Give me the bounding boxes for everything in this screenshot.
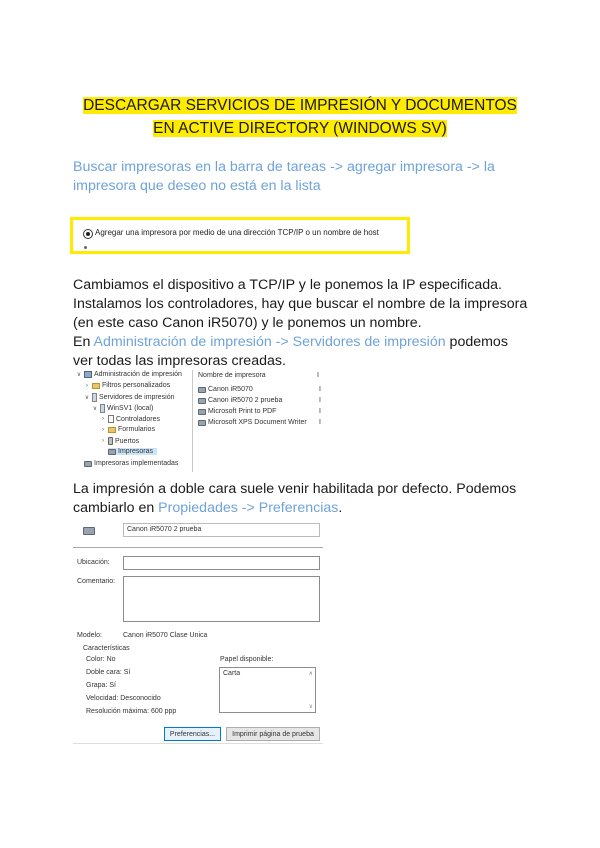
printer-icon	[108, 449, 116, 455]
paragraph-1-line-2: Instalamos los controladores, hay que buscar el nombre de la impresora	[73, 296, 528, 312]
server-icon	[92, 393, 97, 402]
feature-staple: Grapa: Sí	[86, 682, 116, 689]
printer-row-label: Microsoft Print to PDF	[208, 408, 277, 415]
printer-row[interactable]	[198, 386, 253, 393]
printer-row[interactable]	[198, 408, 276, 415]
forms-label: Formularios	[118, 426, 155, 433]
line-2-suffix: .	[338, 500, 343, 516]
printer-row-status: I	[319, 386, 321, 393]
paragraph-2-line-2	[73, 499, 543, 518]
printer-row-status: I	[319, 397, 321, 404]
document-title	[70, 94, 530, 140]
printer-row-label: Microsoft XPS Document Writer	[208, 419, 307, 426]
printer-name-field[interactable]	[123, 523, 320, 537]
printer-name-value: Canon iR5070 2 prueba	[127, 526, 202, 533]
paragraph-1-line-1: Cambiamos el dispositivo a TCP/IP y le ponemos la IP especificada.	[73, 277, 502, 293]
location-field[interactable]	[123, 556, 320, 570]
paragraph-duplex	[73, 480, 543, 518]
model-label: Modelo:	[77, 632, 102, 639]
paper-list[interactable]	[219, 667, 316, 713]
printer-row-label: Canon iR5070 2 prueba	[208, 397, 283, 404]
printers-label: Impresoras	[118, 448, 154, 455]
divider	[73, 547, 323, 548]
printer-icon	[198, 398, 206, 404]
tree-drivers[interactable]	[100, 415, 160, 423]
tree-root[interactable]	[76, 371, 182, 378]
printer-icon	[198, 409, 206, 415]
feature-speed: Velocidad: Desconocido	[86, 695, 161, 702]
printer-row[interactable]	[198, 397, 282, 404]
properties-path: Propiedades -> Preferencias	[158, 500, 339, 516]
add-printer-screenshot	[70, 217, 410, 254]
paragraph-1-line-5: ver todas las impresoras creadas.	[73, 353, 286, 369]
preferences-button[interactable]: Preferencias...	[164, 727, 221, 741]
printer-icon	[84, 461, 92, 467]
line-4-prefix: En	[73, 334, 94, 350]
chevron-right-icon: ›	[102, 438, 104, 444]
drivers-icon	[108, 415, 114, 423]
drivers-label: Controladores	[116, 415, 160, 423]
print-test-page-button[interactable]: Imprimir página de prueba	[226, 727, 320, 741]
features-label: Características	[83, 645, 130, 652]
print-servers-label: Servidores de impresión	[99, 394, 175, 401]
title-line-2: EN ACTIVE DIRECTORY (WINDOWS SV)	[153, 120, 447, 137]
radio-selected-icon[interactable]	[83, 229, 93, 239]
print-management-path: Administración de impresión -> Servidores de impresión	[93, 334, 446, 350]
chevron-down-icon: ∨	[84, 395, 90, 401]
printer-row-status: I	[319, 408, 321, 415]
tree-forms[interactable]	[100, 426, 155, 433]
paragraph-tcpip	[73, 276, 543, 371]
tree-print-servers[interactable]	[84, 393, 174, 402]
intro-line-1: Buscar impresoras en la barra de tareas -> agregar impresora -> la	[73, 159, 495, 175]
intro-line-2: impresora que deseo no está en la lista	[73, 178, 321, 194]
printer-row[interactable]	[198, 419, 307, 426]
location-label: Ubicación:	[77, 559, 110, 566]
chevron-right-icon: ›	[102, 426, 104, 433]
tree-ports[interactable]	[100, 437, 139, 445]
scroll-up-icon[interactable]: ∧	[308, 671, 313, 677]
model-value: Canon iR5070 Clase Unica	[123, 632, 208, 639]
server-label: WinSV1 (local)	[107, 405, 154, 412]
title-line-1: DESCARGAR SERVICIOS DE IMPRESIÓN Y DOCUMENTOS	[83, 97, 517, 114]
server-icon	[100, 404, 105, 413]
deployed-label: Impresoras implementadas	[94, 460, 179, 467]
ports-icon	[108, 437, 113, 445]
print-management-screenshot	[74, 370, 328, 472]
column-header-name[interactable]: Nombre de impresora	[198, 372, 266, 379]
paper-item[interactable]: Carta	[223, 670, 241, 677]
chevron-down-icon: ∨	[92, 406, 98, 412]
tree-deployed[interactable]	[84, 460, 178, 467]
paper-label: Papel disponible:	[220, 656, 274, 663]
intro-paragraph	[73, 158, 543, 196]
custom-filters-label: Filtros personalizados	[102, 382, 171, 389]
feature-duplex: Doble cara: Sí	[86, 669, 131, 676]
printer-row-status: I	[319, 419, 321, 426]
feature-resolution: Resolución máxima: 600 ppp	[86, 708, 177, 715]
tree-custom-filters[interactable]	[84, 382, 170, 389]
tree-printers[interactable]	[108, 448, 157, 455]
radio-unselected-icon[interactable]	[84, 246, 87, 249]
forms-icon	[108, 427, 116, 433]
pane-divider[interactable]	[192, 370, 193, 472]
tree-root-label: Administración de impresión	[94, 371, 182, 378]
print-management-icon	[84, 371, 92, 378]
printer-row-label: Canon iR5070	[208, 386, 253, 393]
line-4-suffix: podemos	[445, 334, 508, 350]
comment-field[interactable]	[123, 576, 320, 622]
scroll-down-icon[interactable]: ∨	[308, 704, 313, 710]
comment-label: Comentario:	[77, 578, 116, 585]
paragraph-1-line-3: (en este caso Canon iR5070) y le ponemos un nombre.	[73, 315, 422, 331]
feature-color: Color: No	[86, 656, 116, 663]
chevron-right-icon: ›	[86, 382, 88, 389]
tree-server[interactable]	[92, 404, 153, 413]
ports-label: Puertos	[115, 437, 140, 445]
paragraph-1-line-4	[73, 333, 543, 352]
chevron-down-icon: ∨	[76, 372, 82, 378]
line-2-prefix: cambiarlo en	[73, 500, 159, 516]
printer-icon	[198, 387, 206, 393]
printer-icon	[198, 420, 206, 426]
printer-icon	[83, 527, 95, 535]
folder-icon	[92, 383, 100, 389]
printer-properties-screenshot	[73, 519, 329, 750]
paragraph-2-line-1: La impresión a doble cara suele venir habilitada por defecto. Podemos	[73, 481, 517, 497]
radio-option-label: Agregar una impresora por medio de una dirección TCP/IP o un nombre de host	[95, 228, 379, 237]
column-header-separator: I	[317, 372, 319, 379]
divider	[73, 743, 323, 744]
chevron-right-icon: ›	[102, 416, 104, 422]
